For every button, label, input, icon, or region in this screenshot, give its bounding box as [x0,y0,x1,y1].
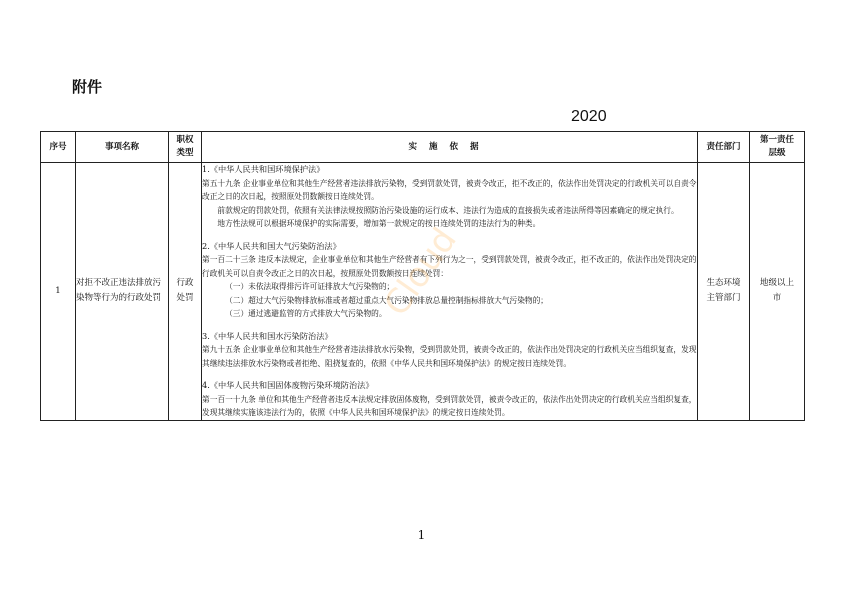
watermark: Cloud [376,220,465,324]
attachment-label: 附件 [72,78,103,96]
basis-paragraph: 第一百二十三条 违反本法规定，企业事业单位和其他生产经营者有下列行为之一，受到罚款处罚，被责令改正，拒不改正的，依法作出处罚决定的行政机关可以自责令改正之日的次日起，按照原处罚数额按日连续处罚： [202,255,697,278]
basis-paragraph: 第一百一十九条 单位和其他生产经营者违反本法规定排放固体废物，受到罚款处罚，被责令改正的，依法作出处罚决定的行政机关应当组织复查，发现其继续实施该违法行为的，依照《中华人民共和国环境保护法》的规定按日连续处罚。 [202,394,697,417]
header-level-line1: 第一责任 [759,135,794,145]
row-level-line1: 地级以上 [759,278,794,289]
row-type-line1: 行政 [176,278,194,289]
table-row [41,163,805,421]
basis-list-item: （三）通过逃避监管的方式排放大气污染物的。 [225,309,387,318]
basis-paragraph: 前款规定的罚款处罚，依照有关法律法规按照防治污染设施的运行成本、违法行为造成的直接损失或者违法所得等因素确定的规定执行。 [217,205,679,215]
basis-paragraph: 地方性法规可以根据环境保护的实际需要，增加第一款规定的按日连续处罚的违法行为的种类。 [217,219,541,228]
row-basis [202,163,698,421]
header-item-name: 事项名称 [76,132,169,163]
header-seq: 序号 [41,132,76,163]
row-dept-line2: 主管部门 [706,293,741,304]
header-level-line2: 层级 [768,148,786,158]
basis-title-1: 1.《中华人民共和国环境保护法》 [202,164,325,174]
row-type [169,163,202,421]
header-basis: 实施依据 [202,132,698,163]
row-dept [698,163,750,421]
document-year: 2020 [571,108,607,125]
header-type-line2: 类型 [176,148,194,158]
basis-paragraph: 第九十五条 企业事业单位和其他生产经营者违法排放水污染物，受到罚款处罚，被责令改正的，依法作出处罚决定的行政机关应当组织复查，发现其继续违法排放水污染物或者拒绝、阻挠复查的，依照《中华人民共和国环境保护法》的规定按日连续处罚。 [202,345,697,368]
header-type-line1: 职权 [176,135,194,145]
header-level [750,132,805,163]
page-number: 1 [417,528,426,542]
basis-list-item: （二）超过大气污染物排放标准或者超过重点大气污染物排放总量控制指标排放大气污染物的； [225,295,548,305]
basis-title-3: 3.《中华人民共和国水污染防治法》 [202,330,333,341]
enforcement-table [40,131,805,421]
basis-title-2: 2.《中华人民共和国大气污染防治法》 [202,240,341,251]
row-type-line2: 处罚 [176,293,194,304]
table-header-row [41,132,805,163]
header-type [169,132,202,163]
row-dept-line1: 生态环境 [706,278,741,289]
row-seq: 1 [41,163,76,421]
basis-title-4: 4.《中华人民共和国固体废物污染环境防治法》 [202,380,374,390]
row-level [750,163,805,421]
row-item-name: 对拒不改正违法排放污染物等行为的行政处罚 [76,163,169,421]
header-dept: 责任部门 [698,132,750,163]
row-level-line2: 市 [772,293,782,304]
basis-list-item: （一）未依法取得排污许可证排放大气污染物的； [225,282,395,291]
basis-paragraph: 第五十九条 企业事业单位和其他生产经营者违法排放污染物，受到罚款处罚，被责令改正，拒不改正的，依法作出处罚决定的行政机关可以自责令改正之日的次日起，按照原处罚数额按日连续处罚。 [202,178,697,201]
